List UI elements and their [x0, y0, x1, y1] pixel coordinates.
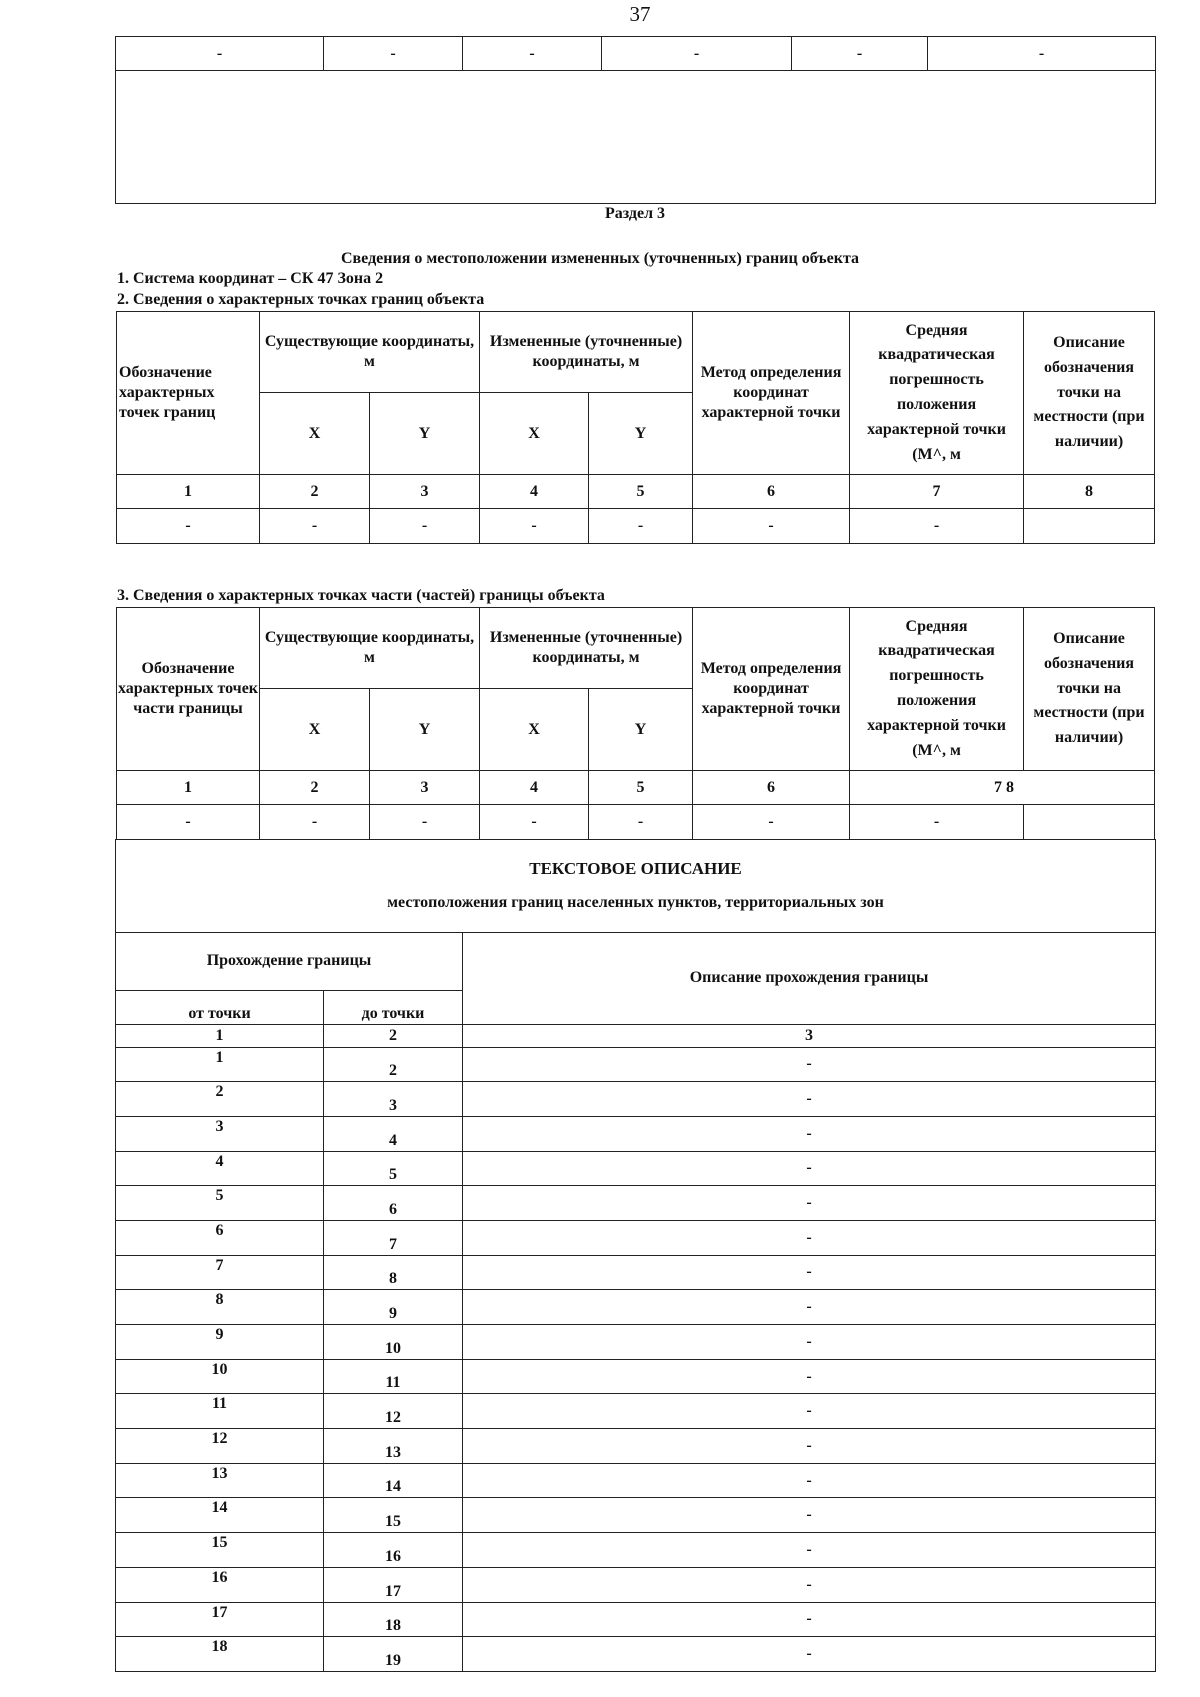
from-point: 8 — [116, 1290, 324, 1325]
col-x: X — [260, 393, 370, 475]
table-cell: - — [116, 37, 324, 71]
from-point: 16 — [116, 1567, 324, 1602]
col-number: 7 8 — [850, 771, 1155, 805]
col-number: 8 — [1024, 475, 1155, 509]
col-number: 6 — [693, 475, 850, 509]
table-cell: - — [370, 509, 480, 544]
to-point: 9 — [324, 1290, 463, 1325]
description: - — [463, 1290, 1156, 1325]
table-row — [116, 1116, 1156, 1151]
table-cell: - — [928, 37, 1156, 71]
description-title: ТЕКСТОВОЕ ОПИСАНИЕ — [529, 858, 742, 878]
from-point: 7 — [116, 1255, 324, 1290]
table-cell: - — [850, 509, 1024, 544]
section-title: Раздел 3 — [604, 205, 666, 222]
from-point-header: от точки — [116, 990, 324, 1024]
from-point: 13 — [116, 1463, 324, 1498]
part-points-heading: 3. Сведения о характерных точках части (частей) границы объекта — [117, 587, 605, 604]
to-point: 2 — [324, 1047, 463, 1082]
table-row — [116, 1290, 1156, 1325]
col-number: 3 — [370, 771, 480, 805]
to-point: 6 — [324, 1186, 463, 1221]
to-point: 11 — [324, 1359, 463, 1394]
description-header: Описание прохождения границы — [463, 932, 1156, 1024]
col-number: 2 — [324, 1024, 463, 1047]
table-cell: - — [693, 509, 850, 544]
col-number: 6 — [693, 771, 850, 805]
table-cell — [1024, 509, 1155, 544]
description: - — [463, 1151, 1156, 1186]
table-row — [116, 1047, 1156, 1082]
to-point: 13 — [324, 1429, 463, 1464]
col-x: X — [260, 689, 370, 771]
to-point: 17 — [324, 1567, 463, 1602]
table-cell: - — [792, 37, 928, 71]
col-number: 1 — [117, 475, 260, 509]
col-error: Средняя квадратическая погрешность положения характерной точки (М^, м — [850, 312, 1024, 475]
table-cell: - — [589, 805, 693, 840]
col-method: Метод определения координат характерной точки — [693, 312, 850, 475]
from-point: 9 — [116, 1325, 324, 1360]
description: - — [463, 1429, 1156, 1464]
col-number: 2 — [260, 771, 370, 805]
boundary-points-table — [116, 311, 1155, 544]
col-error: Средняя квадратическая погрешность положения характерной точки (М^, м — [850, 608, 1024, 771]
table-cell — [1024, 805, 1155, 840]
from-point: 4 — [116, 1151, 324, 1186]
from-point: 17 — [116, 1602, 324, 1637]
col-number: 3 — [370, 475, 480, 509]
table-cell: - — [602, 37, 792, 71]
table-row — [116, 1325, 1156, 1360]
empty-cell — [116, 71, 1156, 204]
table-row — [116, 1567, 1156, 1602]
table-row — [116, 1220, 1156, 1255]
from-point: 15 — [116, 1533, 324, 1568]
table-cell: - — [693, 805, 850, 840]
top-table — [115, 36, 1156, 204]
description: - — [463, 1567, 1156, 1602]
from-point: 5 — [116, 1186, 324, 1221]
to-point: 19 — [324, 1637, 463, 1672]
description: - — [463, 1325, 1156, 1360]
description: - — [463, 1463, 1156, 1498]
table-row — [116, 1359, 1156, 1394]
description: - — [463, 1394, 1156, 1429]
page-number: 37 — [629, 2, 651, 26]
to-point: 15 — [324, 1498, 463, 1533]
to-point: 5 — [324, 1151, 463, 1186]
col-number: 5 — [589, 771, 693, 805]
description: - — [463, 1116, 1156, 1151]
col-x: X — [480, 689, 589, 771]
to-point: 18 — [324, 1602, 463, 1637]
table-cell: - — [480, 805, 589, 840]
to-point: 12 — [324, 1394, 463, 1429]
table-cell: - — [260, 805, 370, 840]
from-point: 6 — [116, 1220, 324, 1255]
passage-header: Прохождение границы — [116, 932, 463, 990]
description: - — [463, 1637, 1156, 1672]
col-y: Y — [589, 393, 693, 475]
table-row — [116, 1602, 1156, 1637]
to-point: 14 — [324, 1463, 463, 1498]
table-cell: - — [117, 509, 260, 544]
col-number: 4 — [480, 771, 589, 805]
coordinate-system: 1. Система координат – СК 47 Зона 2 — [117, 270, 384, 287]
description-subtitle: местоположения границ населенных пунктов, территориальных зон — [387, 893, 884, 911]
to-point: 16 — [324, 1533, 463, 1568]
table-row — [116, 1498, 1156, 1533]
col-number: 4 — [480, 475, 589, 509]
from-point: 12 — [116, 1429, 324, 1464]
table-row — [116, 1463, 1156, 1498]
table-row — [116, 1429, 1156, 1464]
col-number: 3 — [463, 1024, 1156, 1047]
from-point: 18 — [116, 1637, 324, 1672]
col-number: 7 — [850, 475, 1024, 509]
table-row — [116, 1637, 1156, 1672]
description: - — [463, 1255, 1156, 1290]
table-cell: - — [850, 805, 1024, 840]
table-cell: - — [463, 37, 602, 71]
col-changed: Измененные (уточненные) координаты, м — [480, 608, 693, 689]
to-point: 3 — [324, 1082, 463, 1117]
col-existing: Существующие координаты, м — [260, 312, 480, 393]
description: - — [463, 1498, 1156, 1533]
col-number: 2 — [260, 475, 370, 509]
text-description-table — [115, 839, 1156, 1672]
section-heading: Сведения о местоположении измененных (уточненных) границ объекта — [340, 250, 859, 267]
col-y: Y — [370, 393, 480, 475]
from-point: 1 — [116, 1047, 324, 1082]
table-row — [116, 1533, 1156, 1568]
from-point: 11 — [116, 1394, 324, 1429]
col-method: Метод определения координат характерной точки — [693, 608, 850, 771]
col-existing: Существующие координаты, м — [260, 608, 480, 689]
from-point: 10 — [116, 1359, 324, 1394]
col-description: Описание обозначения точки на местности (при наличии) — [1024, 312, 1155, 475]
points-heading: 2. Сведения о характерных точках границ объекта — [117, 291, 485, 308]
col-x: X — [480, 393, 589, 475]
to-point: 7 — [324, 1220, 463, 1255]
col-number: 1 — [117, 771, 260, 805]
table-row — [116, 1255, 1156, 1290]
description: - — [463, 1082, 1156, 1117]
table-cell: - — [589, 509, 693, 544]
table-row — [116, 1082, 1156, 1117]
description-rows — [116, 1047, 1156, 1671]
from-point: 3 — [116, 1116, 324, 1151]
part-boundary-points-table — [116, 607, 1155, 840]
col-description: Описание обозначения точки на местности (при наличии) — [1024, 608, 1155, 771]
table-row — [116, 1394, 1156, 1429]
col-number: 1 — [116, 1024, 324, 1047]
from-point: 2 — [116, 1082, 324, 1117]
to-point-header: до точки — [324, 990, 463, 1024]
table-cell: - — [370, 805, 480, 840]
col-designation: Обозначение характерных точек границ — [117, 312, 260, 475]
table-row — [116, 1151, 1156, 1186]
description: - — [463, 1533, 1156, 1568]
col-designation: Обозначение характерных точек части границы — [117, 608, 260, 771]
description: - — [463, 1602, 1156, 1637]
col-y: Y — [589, 689, 693, 771]
to-point: 10 — [324, 1325, 463, 1360]
table-cell: - — [480, 509, 589, 544]
from-point: 14 — [116, 1498, 324, 1533]
table-cell: - — [260, 509, 370, 544]
description: - — [463, 1047, 1156, 1082]
to-point: 8 — [324, 1255, 463, 1290]
table-cell: - — [117, 805, 260, 840]
description: - — [463, 1220, 1156, 1255]
col-changed: Измененные (уточненные) координаты, м — [480, 312, 693, 393]
description-title-cell — [116, 839, 1156, 932]
table-row — [116, 1186, 1156, 1221]
col-y: Y — [370, 689, 480, 771]
table-cell: - — [324, 37, 463, 71]
col-number: 5 — [589, 475, 693, 509]
to-point: 4 — [324, 1116, 463, 1151]
description: - — [463, 1186, 1156, 1221]
description: - — [463, 1359, 1156, 1394]
